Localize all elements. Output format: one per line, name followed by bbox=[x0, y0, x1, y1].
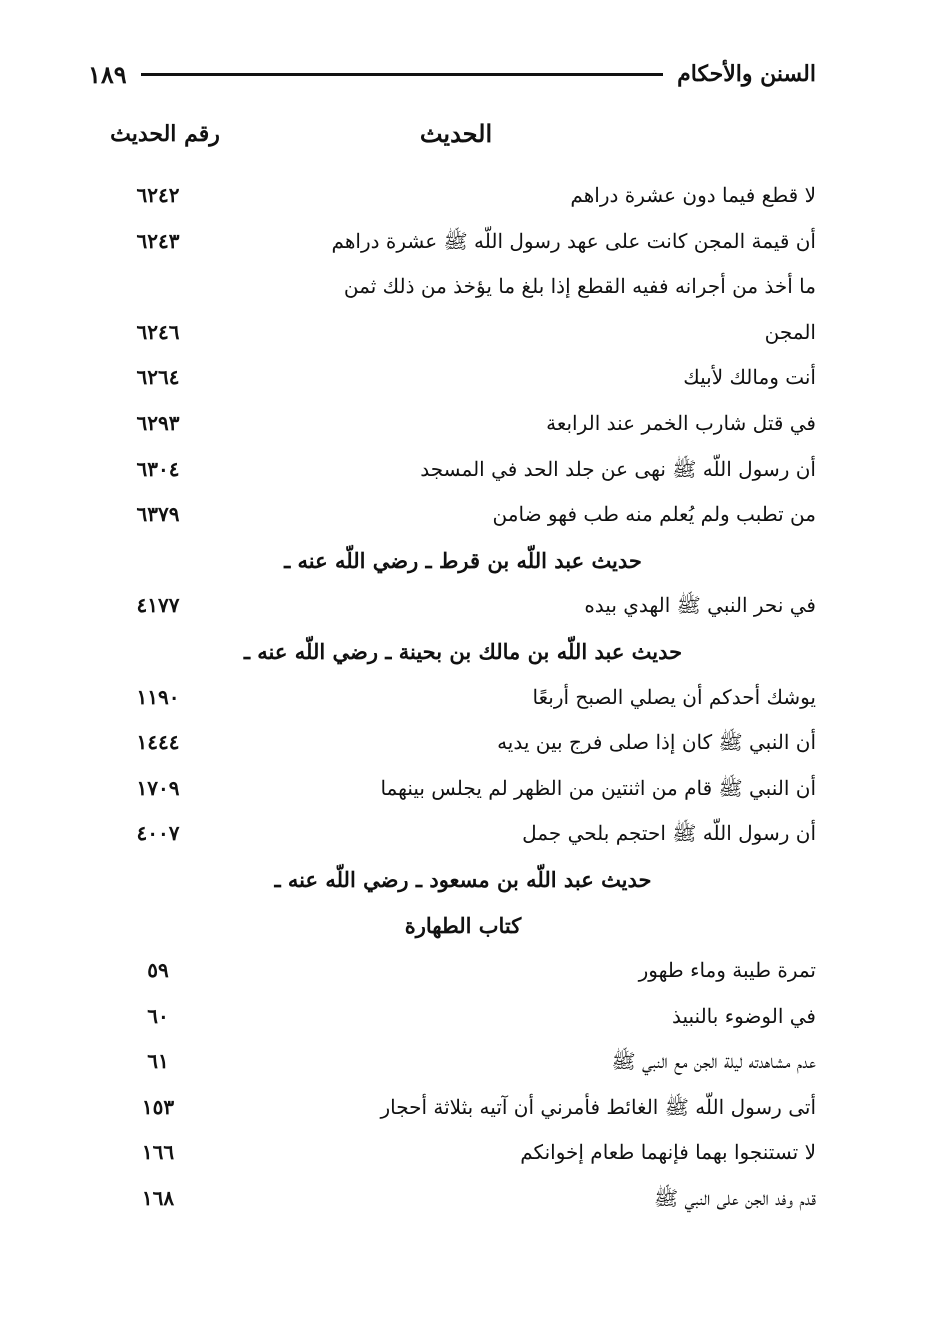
hadith-number: ١١٩٠ bbox=[136, 684, 180, 709]
hadith-text: قدم وفد الجن على النبي ﷺ bbox=[654, 1186, 816, 1211]
hadith-number: ٦٢٤٣ bbox=[136, 228, 180, 253]
column-headers bbox=[0, 112, 926, 156]
hadith-text: أن رسول اللّه ﷺ نهى عن جلد الحد في المسجد bbox=[420, 456, 816, 481]
hadith-text: أنت ومالك لأبيك bbox=[683, 365, 816, 390]
hadith-text: أتى رسول اللّه ﷺ الغائط فأمرني أن آتيه بثلاثة أحجار bbox=[380, 1094, 816, 1119]
hadith-text: في الوضوء بالنبيذ bbox=[671, 1003, 816, 1028]
hadith-number: ٦٢٩٣ bbox=[136, 410, 180, 435]
hadith-number-column-header: رقم الحديث bbox=[110, 121, 220, 147]
list-item bbox=[0, 219, 926, 265]
list-item bbox=[0, 355, 926, 401]
hadith-number: ١٧٠٩ bbox=[136, 775, 180, 800]
hadith-number: ٥٩ bbox=[147, 958, 169, 983]
hadith-text: أن النبي ﷺ كان إذا صلى فرج بين يديه bbox=[497, 730, 816, 755]
hadith-number: ١٥٣ bbox=[141, 1094, 175, 1119]
hadith-text: أن قيمة المجن كانت على عهد رسول اللّه ﷺ عشرة دراهم bbox=[331, 228, 816, 253]
section-title: حديث عبد اللّه بن مالك بن بحينة ـ رضي اللّه عنه ـ bbox=[243, 638, 683, 664]
section-title: حديث عبد اللّه بن قرط ـ رضي اللّه عنه ـ bbox=[284, 547, 642, 573]
section-heading bbox=[0, 538, 926, 584]
list-item bbox=[0, 1176, 926, 1222]
section-heading bbox=[0, 629, 926, 675]
section-title: حديث عبد اللّه بن مسعود ـ رضي اللّه عنه ـ bbox=[274, 866, 652, 892]
hadith-text: ما أخذ من أجرانه ففيه القطع إذا بلغ ما يؤخذ من ذلك ثمن bbox=[343, 274, 816, 299]
book-title: السنن والأحكام bbox=[677, 61, 816, 87]
hadith-number: ١٦٨ bbox=[141, 1186, 175, 1211]
hadith-number: ٦٢٤٦ bbox=[136, 319, 180, 344]
hadith-number: ٤١٧٧ bbox=[136, 593, 180, 618]
list-item bbox=[0, 401, 926, 447]
list-item bbox=[0, 675, 926, 721]
hadith-number: ٦١ bbox=[147, 1049, 169, 1074]
hadith-index-list bbox=[0, 173, 926, 1222]
hadith-number: ٦٣٠٤ bbox=[136, 456, 180, 481]
hadith-text: يوشك أحدكم أن يصلي الصبح أربعًا bbox=[532, 684, 816, 709]
hadith-number: ١٤٤٤ bbox=[136, 730, 180, 755]
hadith-number: ٦٣٧٩ bbox=[136, 502, 180, 527]
list-item bbox=[0, 1130, 926, 1176]
hadith-text: في قتل شارب الخمر عند الرابعة bbox=[546, 410, 816, 435]
hadith-number: ٦٢٦٤ bbox=[136, 365, 180, 390]
hadith-number: ٤٠٠٧ bbox=[136, 821, 180, 846]
list-item bbox=[0, 994, 926, 1040]
list-item bbox=[0, 447, 926, 493]
section-heading bbox=[0, 857, 926, 903]
section-title: كتاب الطهارة bbox=[404, 912, 522, 938]
hadith-text: أن النبي ﷺ قام من اثنتين من الظهر لم يجلس بينهما bbox=[380, 775, 816, 800]
hadith-text: من تطبب ولم يُعلم منه طب فهو ضامن bbox=[492, 502, 816, 527]
hadith-text: لا تستنجوا بهما فإنهما طعام إخوانكم bbox=[520, 1140, 816, 1165]
list-item bbox=[0, 948, 926, 994]
hadith-number: ١٦٦ bbox=[141, 1140, 175, 1165]
list-item bbox=[0, 1039, 926, 1085]
hadith-text: تمرة طيبة وماء طهور bbox=[638, 958, 816, 983]
list-item bbox=[0, 811, 926, 857]
hadith-column-header: الحديث bbox=[419, 119, 493, 148]
hadith-text: في نحر النبي ﷺ الهدي بيده bbox=[584, 593, 816, 618]
list-item bbox=[0, 1085, 926, 1131]
list-item bbox=[0, 264, 926, 310]
list-item bbox=[0, 310, 926, 356]
hadith-number: ٦٢٤٢ bbox=[136, 183, 180, 207]
list-item bbox=[0, 173, 926, 219]
list-item bbox=[0, 492, 926, 538]
running-header bbox=[88, 56, 816, 92]
hadith-text: أن رسول اللّه ﷺ احتجم بلحي جمل bbox=[522, 821, 816, 846]
header-rule bbox=[141, 73, 663, 76]
list-item bbox=[0, 720, 926, 766]
hadith-text: عدم مشاهدته ليلة الجن مع النبي ﷺ bbox=[611, 1049, 816, 1074]
hadith-number: ٦٠ bbox=[147, 1003, 169, 1028]
section-heading bbox=[0, 903, 926, 949]
list-item bbox=[0, 766, 926, 812]
hadith-text: المجن bbox=[764, 319, 816, 344]
list-item bbox=[0, 583, 926, 629]
page-number: ١٨٩ bbox=[88, 59, 127, 89]
hadith-text: لا قطع فيما دون عشرة دراهم bbox=[570, 183, 816, 207]
